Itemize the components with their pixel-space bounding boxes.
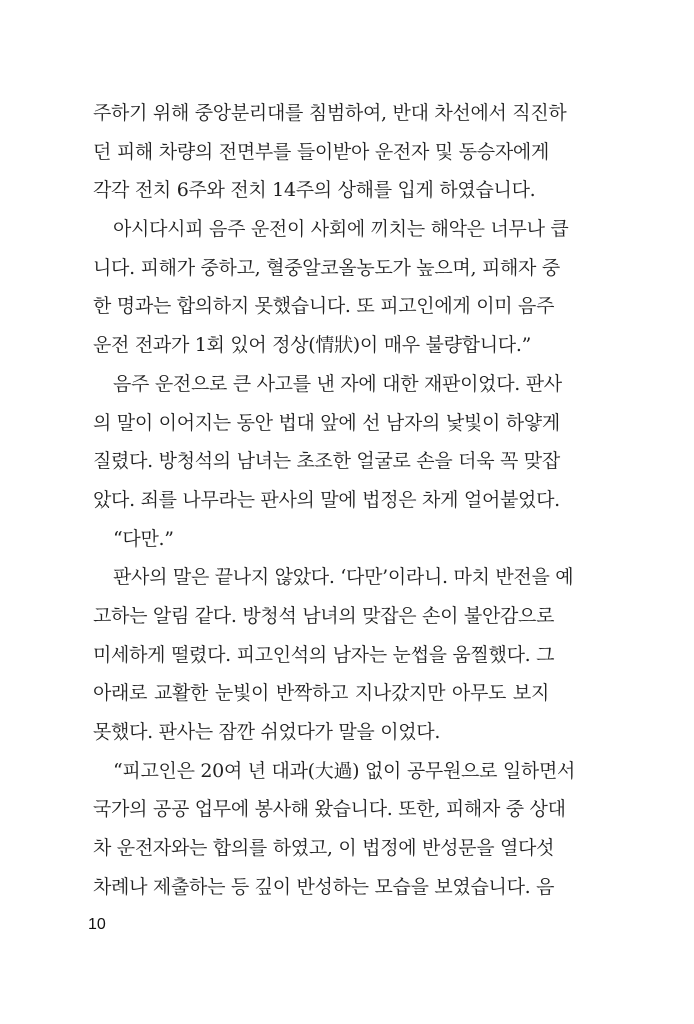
text-line: 판사의 말은 끝나지 않았다. ‘다만’이라니. 마치 반전을 예 bbox=[113, 566, 574, 589]
text-line: “피고인은 20여 년 대과(大過) 없이 공무원으로 일하면서 bbox=[113, 759, 576, 782]
text-line: 아시다시피 음주 운전이 사회에 끼치는 해악은 너무나 큽 bbox=[113, 218, 569, 241]
text-line: 한 명과는 합의하지 못했습니다. 또 피고인에게 이미 음주 bbox=[93, 295, 555, 318]
text-line: 음주 운전으로 큰 사고를 낸 자에 대한 재판이었다. 판사 bbox=[113, 372, 562, 395]
text-line: 미세하게 떨렸다. 피고인석의 남자는 눈썹을 움찔했다. 그 bbox=[93, 643, 555, 666]
text-line: 각각 전치 6주와 전치 14주의 상해를 입게 하였습니다. bbox=[93, 179, 536, 202]
text-line: 운전 전과가 1회 있어 정상(情狀)이 매우 불량합니다.” bbox=[93, 334, 531, 357]
text-line: 고하는 알림 같다. 방청석 남녀의 맞잡은 손이 불안감으로 bbox=[93, 604, 555, 627]
text-line: 의 말이 이어지는 동안 법대 앞에 선 남자의 낯빛이 하얗게 bbox=[93, 411, 560, 434]
text-line: “다만.” bbox=[113, 527, 174, 550]
text-line: 차례나 제출하는 등 깊이 반성하는 모습을 보였습니다. 음 bbox=[93, 875, 555, 898]
text-line: 주하기 위해 중앙분리대를 침범하여, 반대 차선에서 직진하 bbox=[93, 102, 567, 124]
text-line: 았다. 죄를 나무라는 판사의 말에 법정은 차게 얼어붙었다. bbox=[93, 488, 560, 511]
page-number: 10 bbox=[88, 916, 106, 933]
body-text bbox=[93, 94, 576, 906]
text-line: 던 피해 차량의 전면부를 들이받아 운전자 및 동승자에게 bbox=[93, 140, 549, 163]
text-line: 질렸다. 방청석의 남녀는 초조한 얼굴로 손을 더욱 꼭 맞잡 bbox=[93, 450, 560, 473]
text-line: 아래로 교활한 눈빛이 반짝하고 지나갔지만 아무도 보지 bbox=[93, 682, 549, 705]
text-line: 국가의 공공 업무에 봉사해 왔습니다. 또한, 피해자 중 상대 bbox=[93, 798, 566, 821]
text-line: 차 운전자와는 합의를 하였고, 이 법정에 반성문을 열다섯 bbox=[93, 837, 555, 860]
text-line: 니다. 피해가 중하고, 혈중알코올농도가 높으며, 피해자 중 bbox=[93, 256, 560, 279]
text-line: 못했다. 판사는 잠깐 쉬었다가 말을 이었다. bbox=[93, 721, 441, 743]
